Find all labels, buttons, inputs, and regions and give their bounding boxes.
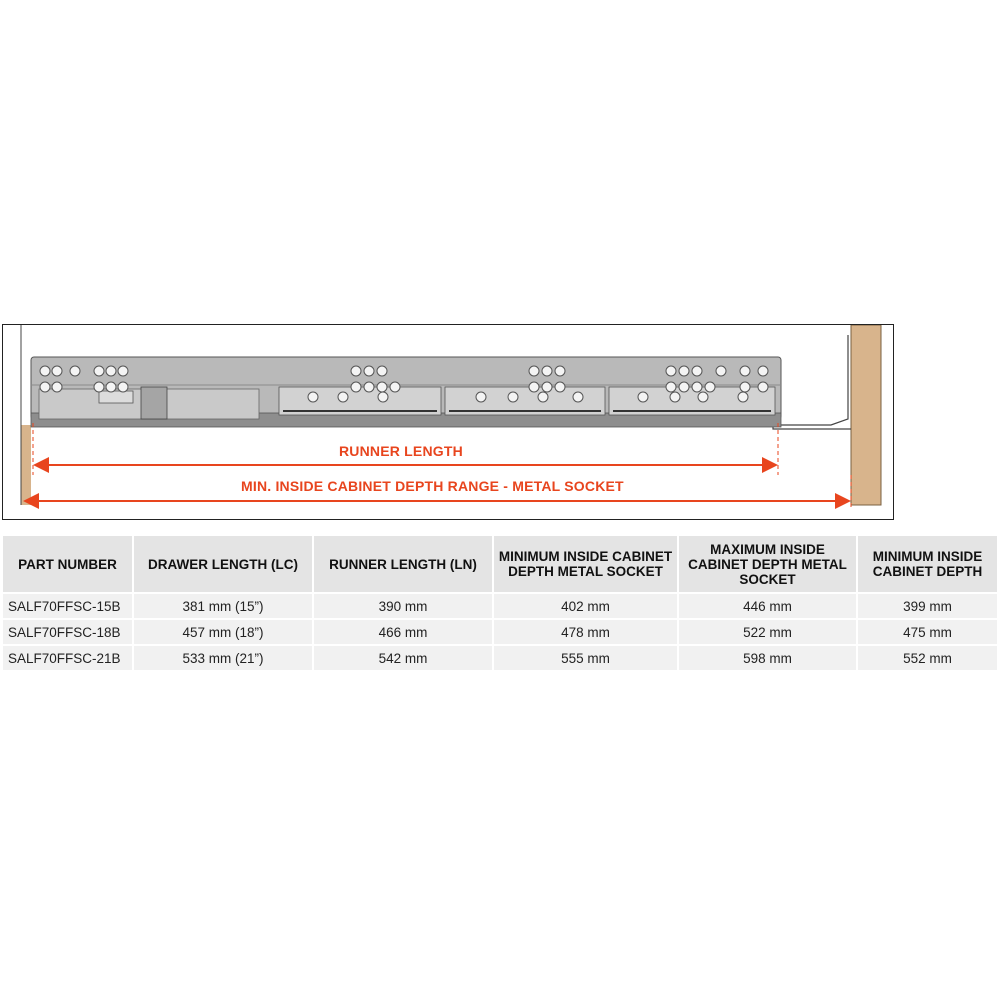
min-depth-socket-cell: 555 mm bbox=[493, 645, 678, 670]
max-depth-socket-cell: 446 mm bbox=[678, 593, 857, 619]
runner-diagram bbox=[2, 324, 894, 520]
table-row bbox=[3, 593, 997, 619]
runner-length-label: RUNNER LENGTH bbox=[339, 443, 463, 459]
table-row bbox=[3, 619, 997, 645]
spec-table bbox=[3, 536, 997, 670]
min-depth-cell: 552 mm bbox=[857, 645, 997, 670]
drawer-length-cell: 381 mm (15”) bbox=[133, 593, 313, 619]
max-depth-socket-cell: 522 mm bbox=[678, 619, 857, 645]
part-number-cell: SALF70FFSC-15B bbox=[3, 593, 133, 619]
min-depth-cell: 399 mm bbox=[857, 593, 997, 619]
header-part-number: PART NUMBER bbox=[3, 536, 133, 593]
min-depth-socket-cell: 402 mm bbox=[493, 593, 678, 619]
header-drawer-length: DRAWER LENGTH (LC) bbox=[133, 536, 313, 593]
header-runner-length: RUNNER LENGTH (LN) bbox=[313, 536, 493, 593]
cabinet-back-panel bbox=[851, 325, 881, 505]
header-max-depth-socket: MAXIMUM INSIDE CABINET DEPTH METAL SOCKET bbox=[678, 536, 857, 593]
table-header-row bbox=[3, 536, 997, 593]
header-min-depth-socket: MINIMUM INSIDE CABINET DEPTH METAL SOCKET bbox=[493, 536, 678, 593]
table-row bbox=[3, 645, 997, 670]
min-depth-cell: 475 mm bbox=[857, 619, 997, 645]
drawer-length-cell: 457 mm (18”) bbox=[133, 619, 313, 645]
drawer-length-cell: 533 mm (21”) bbox=[133, 645, 313, 670]
runner-length-cell: 390 mm bbox=[313, 593, 493, 619]
header-min-depth: MINIMUM INSIDE CABINET DEPTH bbox=[857, 536, 997, 593]
metal-socket bbox=[773, 335, 851, 429]
cabinet-depth-label: MIN. INSIDE CABINET DEPTH RANGE - METAL SOCKET bbox=[241, 478, 624, 494]
part-number-cell: SALF70FFSC-21B bbox=[3, 645, 133, 670]
min-depth-socket-cell: 478 mm bbox=[493, 619, 678, 645]
max-depth-socket-cell: 598 mm bbox=[678, 645, 857, 670]
runner-body bbox=[31, 357, 781, 427]
left-cabinet-panel bbox=[21, 425, 31, 505]
part-number-cell: SALF70FFSC-18B bbox=[3, 619, 133, 645]
runner-length-cell: 466 mm bbox=[313, 619, 493, 645]
runner-length-cell: 542 mm bbox=[313, 645, 493, 670]
